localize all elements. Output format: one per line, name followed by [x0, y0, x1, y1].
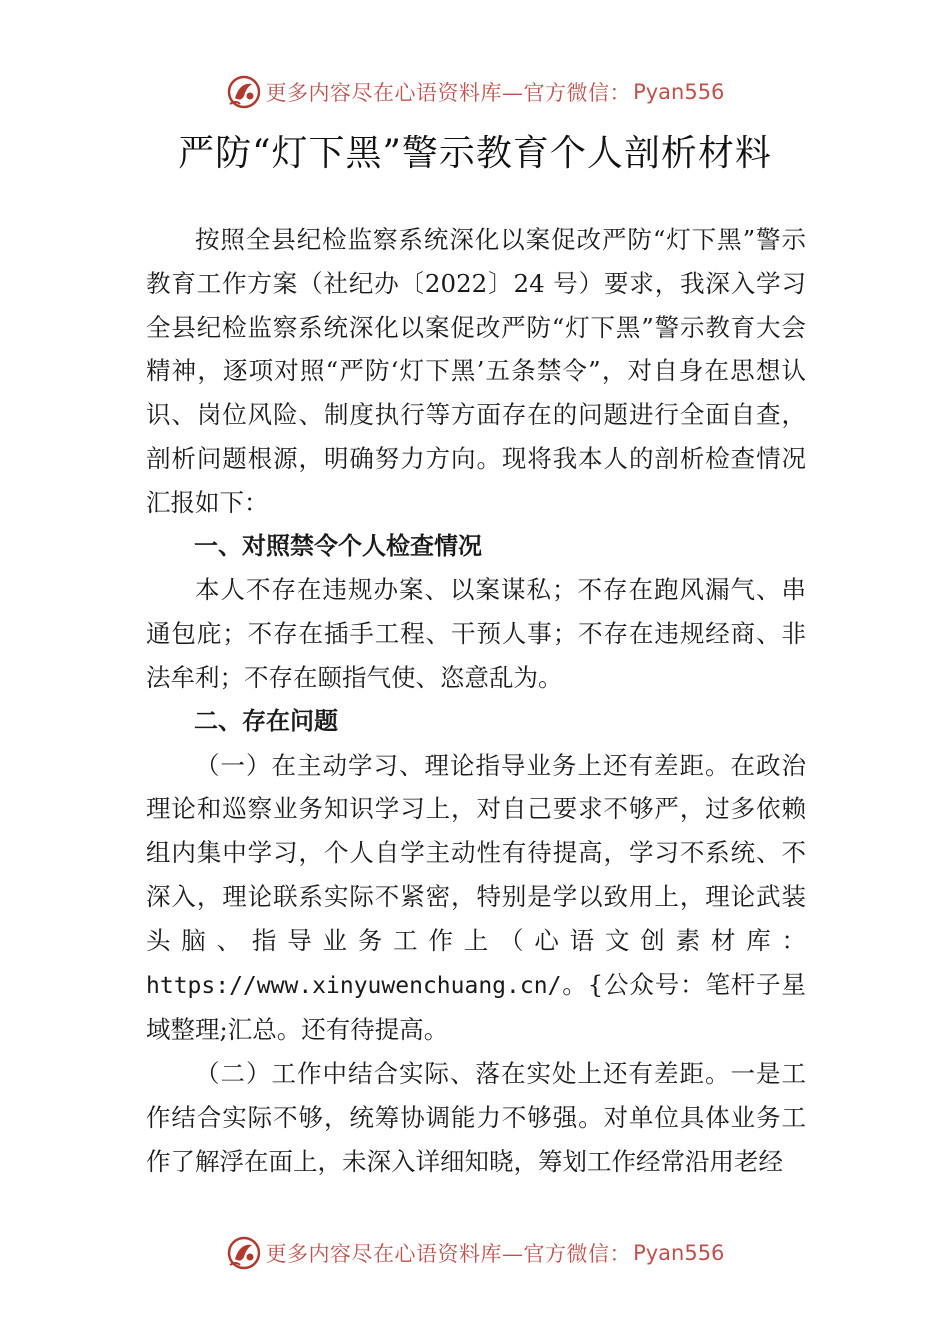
issue-1-text: （一）在主动学习、理论指导业务上还有差距。在政治理论和巡察业务知识学习上，对自己要求不够严，过多依赖组内集中学习，个人自学主动性有待提高，学习不系统、不深入，理论联系实际不紧密，特别是学以致用上，理论武装头脑、指导业务工作上（心语文创素材库：	[146, 750, 806, 955]
issue-1-tail: 。{公众号：笔杆子星域整理;汇总。还有待提高。	[146, 969, 806, 1045]
banner-wechat-id: Pyan556	[633, 1241, 725, 1265]
banner-text: 更多内容尽在心语资料库—官方微信：	[265, 81, 632, 105]
paragraph-issue-2: （二）工作中结合实际、落在实处上还有差距。一是工作结合实际不够，统筹协调能力不够强。对单位具体业务工作了解浮在面上，未深入详细知晓，筹划工作经常沿用老经	[146, 1059, 806, 1176]
paragraph-check: 本人不存在违规办案、以案谋私；不存在跑风漏气、串通包庇；不存在插手工程、干预人事；不存在违规经商、非法牟利；不存在颐指气使、恣意乱为。	[146, 575, 806, 692]
paragraph-issue-1	[146, 744, 806, 1053]
section-heading-2: 二、存在问题	[194, 706, 338, 735]
footer-banner	[0, 1233, 950, 1273]
paragraph-intro: 按照全县纪检监察系统深化以案促改严防“灯下黑”警示教育工作方案（社纪办〔2022〕24 号）要求，我深入学习全县纪检监察系统深化以案促改严防“灯下黑”警示教育大会精神，逐项对照“严防‘灯下黑’五条禁令”，对自身在思想认识、岗位风险、制度执行等方面存在的问题进行全面自查，剖析问题根源，明确努力方向。现将我本人的剖析检查情况汇报如下：	[146, 225, 806, 517]
document-body	[146, 218, 806, 1184]
document-title: 严防“灯下黑”警示教育个人剖析材料	[178, 133, 772, 174]
banner-wechat-id: Pyan556	[633, 80, 725, 104]
section-heading-1: 一、对照禁令个人检查情况	[194, 531, 482, 560]
banner-text: 更多内容尽在心语资料库—官方微信：	[265, 1242, 632, 1266]
header-banner	[0, 72, 950, 112]
xinyu-logo-icon	[226, 1235, 262, 1271]
issue-1-url: https://www.xinyuwenchuang.cn/	[146, 972, 562, 999]
xinyu-logo-icon	[226, 74, 262, 110]
